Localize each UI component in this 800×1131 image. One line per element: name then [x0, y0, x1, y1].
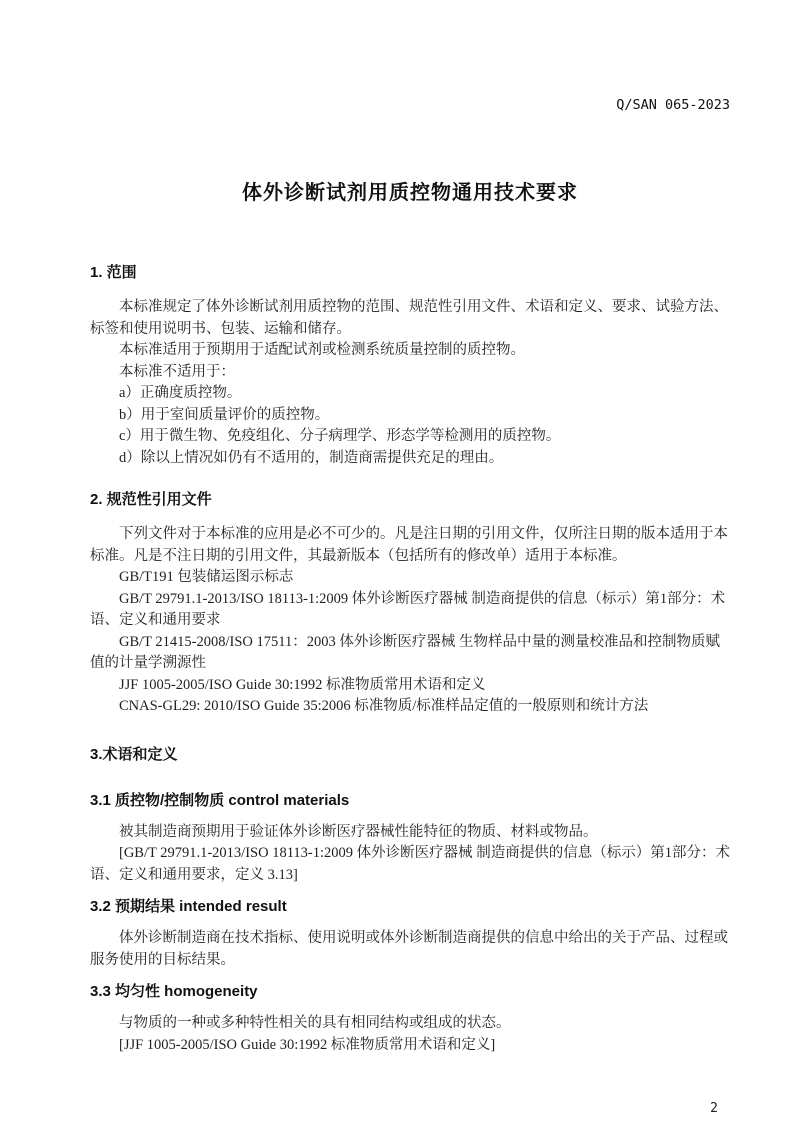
- term-3-1-definition: 被其制造商预期用于验证体外诊断医疗器械性能特征的物质、材料或物品。: [119, 823, 598, 840]
- section-1-heading: 1. 范围: [90, 264, 137, 281]
- section-2-heading: 2. 规范性引用文件: [90, 491, 212, 508]
- scope-list-item-b: b）用于室间质量评价的质控物。: [119, 406, 330, 423]
- section-terms-definitions: [90, 744, 730, 1057]
- document-number: Q/SAN 065-2023: [616, 97, 730, 113]
- scope-paragraph: 本标准规定了体外诊断试剂用质控物的范围、规范性引用文件、术语和定义、要求、试验方法、标签和使用说明书、包装、运输和储存。: [90, 299, 728, 337]
- scope-paragraph: 本标准不适用于：: [119, 363, 235, 380]
- reference-item: GB/T 21415-2008/ISO 17511：2003 体外诊断医疗器械 生物样品中量的测量校准品和控制物质赋值的计量学溯源性: [90, 633, 720, 671]
- scope-paragraph: 本标准适用于预期用于适配试剂或检测系统质量控制的质控物。: [119, 342, 525, 358]
- term-3-3-source: [JJF 1005-2005/ISO Guide 30:1992 标准物质常用术语和定义]: [119, 1036, 496, 1053]
- section-scope: [90, 262, 730, 469]
- term-3-3-heading: 3.3 均匀性 homogeneity: [90, 983, 258, 1000]
- section-normative-references: [90, 489, 730, 718]
- scope-list-item-c: c）用于微生物、免疫组化、分子病理学、形态学等检测用的质控物。: [119, 428, 561, 444]
- term-3-3-definition: 与物质的一种或多种特性相关的具有相同结构或组成的状态。: [119, 1015, 511, 1031]
- term-3-2-heading: 3.2 预期结果 intended result: [90, 898, 287, 915]
- reference-item: GB/T191 包装储运图示标志: [119, 569, 294, 585]
- scope-list-item-a: a）正确度质控物。: [119, 385, 242, 401]
- reference-item: CNAS-GL29: 2010/ISO Guide 35:2006 标准物质/标准样品定值的一般原则和统计方法: [119, 698, 649, 714]
- references-intro: 下列文件对于本标准的应用是必不可少的。凡是注日期的引用文件，仅所注日期的版本适用于本标准。凡是不注日期的引用文件，其最新版本（包括所有的修改单）适用于本标准。: [90, 526, 728, 564]
- document-title: 体外诊断试剂用质控物通用技术要求: [242, 182, 578, 204]
- term-3-1-heading: 3.1 质控物/控制物质 control materials: [90, 791, 350, 809]
- term-3-1-source: [GB/T 29791.1-2013/ISO 18113-1:2009 体外诊断医疗器械 制造商提供的信息（标示）第1部分：术语、定义和通用要求，定义 3.13]: [90, 845, 731, 883]
- section-3-heading: 3.术语和定义: [90, 745, 178, 763]
- scope-list-item-d: d）除以上情况如仍有不适用的，制造商需提供充足的理由。: [119, 449, 504, 466]
- reference-item: JJF 1005-2005/ISO Guide 30:1992 标准物质常用术语和定义: [119, 676, 486, 693]
- term-3-2-definition: 体外诊断制造商在技术指标、使用说明或体外诊断制造商提供的信息中给出的关于产品、过程或服务使用的目标结果。: [90, 930, 728, 968]
- reference-item: GB/T 29791.1-2013/ISO 18113-1:2009 体外诊断医疗器械 制造商提供的信息（标示）第1部分：术语、定义和通用要求: [90, 590, 726, 628]
- page-number: 2: [710, 1100, 718, 1116]
